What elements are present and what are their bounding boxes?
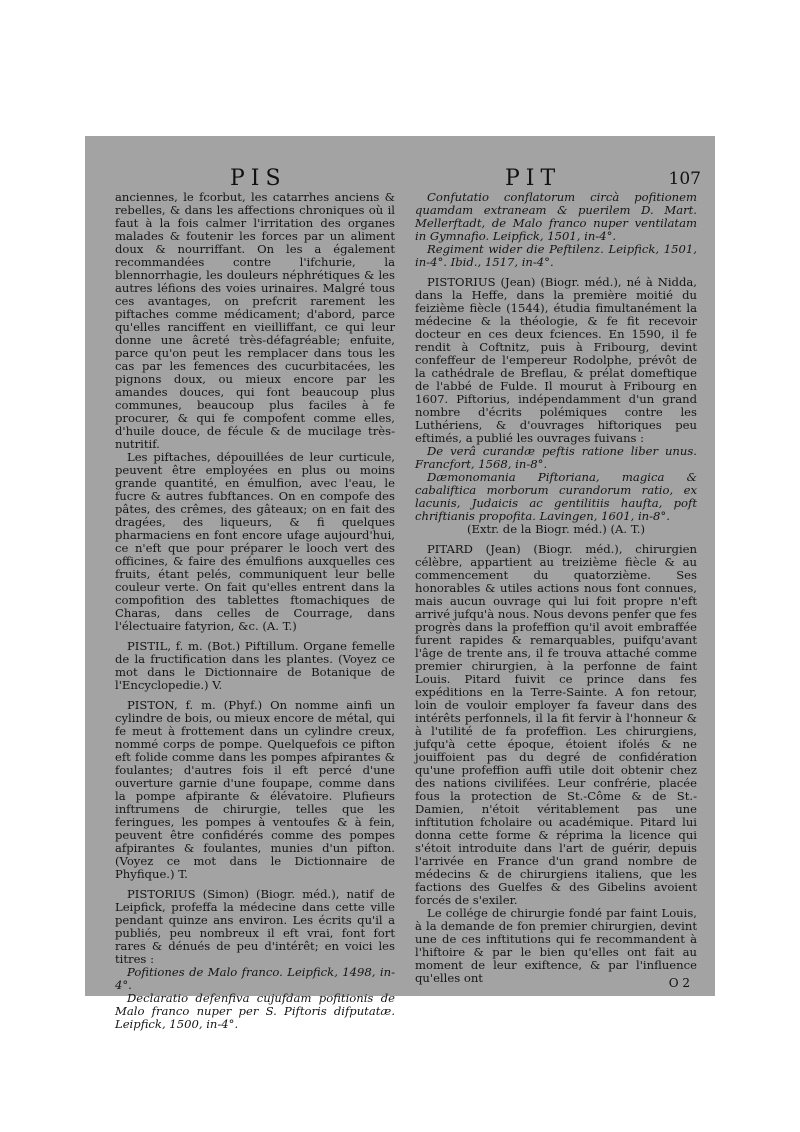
right-column [415, 191, 697, 985]
entry-pistil: PISTIL, f. m. (Bot.) Piftillum. Organe femelle de la fructification dans les plantes. (Voyez ce mot dans le Dictionnaire de Botanique de l'Encyclopedie.) V. [115, 639, 395, 692]
running-head-right: PIT [505, 166, 562, 191]
entry-pitard: PITARD (Jean) (Biogr. méd.), chirurgien célèbre, appartient au treizième fiècle & au commencement du quatorzième. Ses honorables & utiles actions nous font connues, mais aucun ouvrage qui lui foit propre n'eft arrivé jufqu'à nous. Nous devons penfer que fes progrès dans la profeffion qu'il avoit embraffée furent rapides & remarquables, puifqu'avant l'âge de trente ans, il fe trouva attaché comme premier chirurgien, à la perfonne de faint Louis. Pitard fuivit ce prince dans fes expéditions en la Terre-Sainte. A fon retour, loin de vouloir employer fa faveur dans des intérêts perfonnels, il la fit fervir à l'honneur & à l'utilité de fa profeffion. Les chirurgiens, jufqu'à cette époque, étoient ifolés & ne jouiffoient pas du degré de confidération qu'une profeffion auffi utile doit obtenir chez des nations civilifées. Leur confrérie, placée fous la protection de St.-Côme & de St.-Damien, n'étoit véritablement pas une inftitution fcholaire ou académique. Pitard lui donna cette forme & réprima la licence qui s'étoit introduite dans l'art de guérir, depuis l'arrivée en France d'un grand nombre de médecins & de chirurgiens italiens, que les factions des Guelfes & des Gibelins avoient forcés de s'exiler. [415, 542, 697, 907]
paragraph-pistache-usage: anciennes, le fcorbut, les catarrhes anciens & rebelles, & dans les affections chroniques où il faut à la fois calmer l'irritation des organes malades & foutenir les forces par un aliment doux & nourriffant. On les a également recommandées contre l'ifchurie, la blennorrhagie, les douleurs néphrétiques & les autres léfions des voies urinaires. Malgré tous ces avantages, on prefcrit rarement les piftaches comme médicament; d'abord, parce qu'elles ranciffent en vieilliffant, ce qui leur donne une âcreté très-défagréable; enfuite, parce qu'on peut les remplacer dans tous les cas par les femences des cucurbitacées, les pignons doux, ou mieux encore par les amandes douces, qui font beaucoup plus communes, beaucoup plus faciles à fe procurer, & qui fe compofent comme elles, d'huile douce, de fécule & de mucilage très-nutritif. [115, 190, 395, 451]
left-column [115, 191, 395, 1031]
work-title: Pofitiones de Malo franco. Leipfick, 1498, in-4°. [115, 965, 395, 992]
entry-piston: PISTON, f. m. (Phyf.) On nomme ainfi un cylindre de bois, ou mieux encore de métal, qui fe meut à frottement dans un cylindre creux, nommé corps de pompe. Quelquefois ce pifton eft folide comme dans les pompes afpirantes & foulantes; d'autres fois il eft percé d'une ouverture garnie d'une foupape, comme dans la pompe afpirante & élévatoire. Plufieurs inftrumens de chirurgie, telles que les feringues, les pompes à ventoufes & à fein, peuvent être confidérés comme des pompes afpirantes & foulantes, munies d'un pifton. (Voyez ce mot dans le Dictionnaire de Phyfique.) T. [115, 698, 395, 881]
work-title: De verâ curandæ peftis ratione liber unus. Francfort, 1568, in-8°. [415, 444, 697, 471]
source-note: (Extr. de la Biogr. méd.) (A. T.) [466, 522, 646, 536]
page-number: 107 [668, 169, 701, 189]
signature-mark: O 2 [668, 976, 690, 990]
paragraph-pistache-preparations: Les piftaches, dépouillées de leur curticule, peuvent être employées en plus ou moins grande quantité, en émulfion, avec l'eau, le fucre & autres fubftances. On en compofe des pâtes, des crêmes, des gâteaux; on en fait des dragées, des liqueurs, & fi quelques pharmaciens en font encore ufage aujourd'hui, ce n'eft que pour préparer le looch vert des officines, & faire des émulfions auxquelles ces fruits, étant pelés, communiquent leur belle couleur verte. On fait qu'elles entrent dans la compofition des tablettes ftomachiques de Charas, dans celles de Courrage, dans l'électuaire fatyrion, &c. (A. T.) [115, 450, 395, 633]
entry-pistorius-simon: PISTORIUS (Simon) (Biogr. méd.), natif de Leipfick, profeffa la médecine dans cette ville pendant quinze ans environ. Les écrits qu'il a publiés, peu nombreux il eft vrai, font fort rares & dénués de peu d'intérêt; en voici les titres : [115, 887, 395, 966]
work-title: Dæmonomania Piftoriana, magica & cabaliftica morborum curandorum ratio, ex lacunis, Judaicis ac gentilitiis haufta, poft chriftianis propofita. Lavingen, 1601, in-8°. [415, 470, 697, 523]
scanned-page [85, 136, 715, 1031]
work-title: Confutatio conflatorum circà pofitionem quamdam extraneam & puerilem D. Mart. Mellerftadt, de Malo franco nuper ventilatam in Gymnafio. Leipfick, 1501, in-4°. [415, 190, 697, 243]
work-title: Regiment wider die Peftilenz. Leipfick, 1501, in-4°. Ibid., 1517, in-4°. [415, 242, 697, 269]
work-title: Declaratio defenfiva cujufdam pofitionis de Malo franco nuper per S. Piftoris difputatæ. Leipfick, 1500, in-4°. [115, 991, 395, 1031]
running-head-left: PIS [230, 166, 287, 191]
entry-pistorius-jean: PISTORIUS (Jean) (Biogr. méd.), né à Nidda, dans la Heffe, dans la première moitié du feizième fiècle (1544), étudia fimultanément la médecine & la théologie, & fe fit recevoir docteur en ces deux fciences. En 1590, il fe rendit à Coftnitz, puis à Fribourg, devint confeffeur de l'empereur Rodolphe, prévôt de la cathédrale de Breflau, & prélat domeftique de l'abbé de Fulde. Il mourut à Fribourg en 1607. Piftorius, indépendamment d'un grand nombre d'écrits polémiques contre les Luthériens, & d'ouvrages hiftoriques peu eftimés, a publié les ouvrages fuivans : [415, 275, 697, 445]
paragraph-college-chirurgie: Le collége de chirurgie fondé par faint Louis, à la demande de fon premier chirurgien, devint une de ces inftitutions qui fe recommandent à l'hiftoire & par le bien qu'elles ont fait au moment de leur exiftence, & par l'influence qu'elles ont [415, 906, 697, 985]
